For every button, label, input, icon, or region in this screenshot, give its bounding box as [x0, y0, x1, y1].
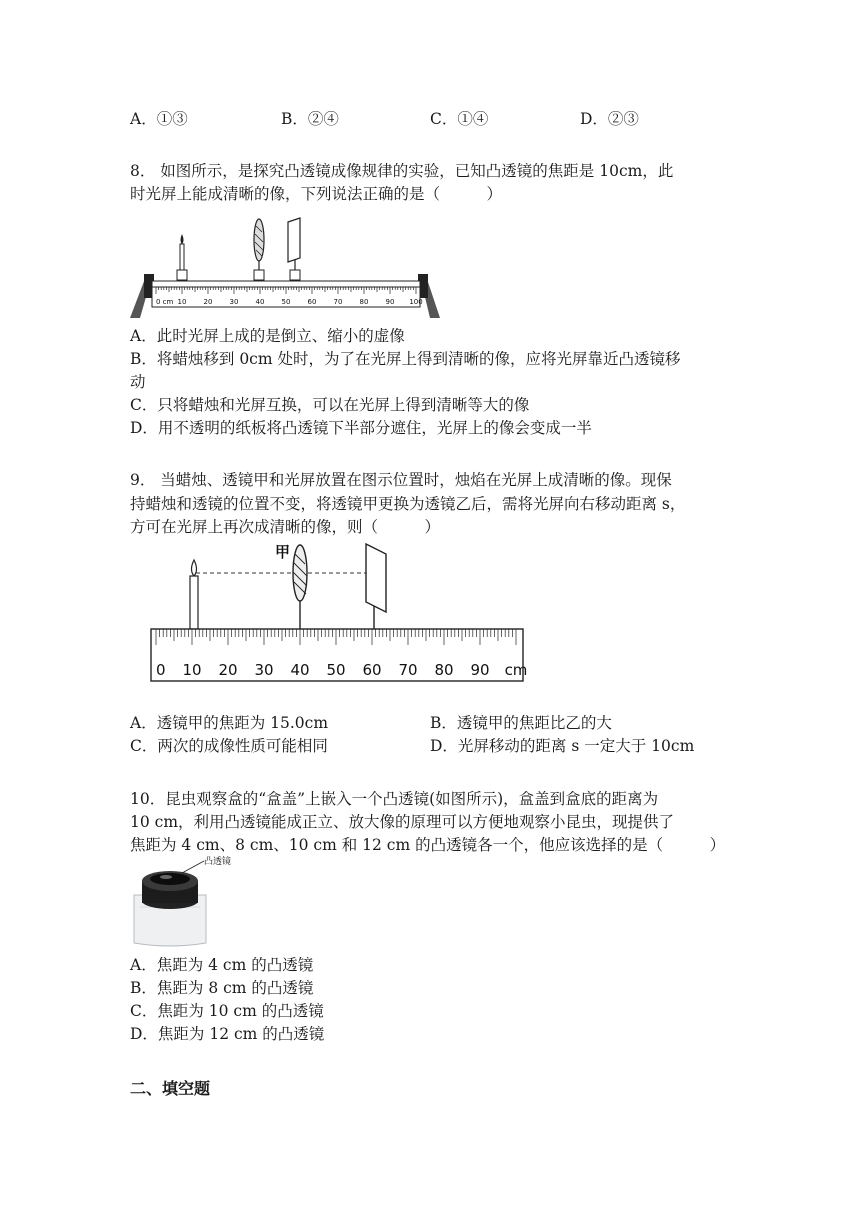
q8-stem-line-2: 时光屏上能成清晰的像，下列说法正确的是（ ） [130, 185, 503, 203]
q8-stem-line-1: 8． 如图所示，是探究凸透镜成像规律的实验，已知凸透镜的焦距是 10cm，此 [130, 162, 674, 180]
q8-option-b-cont: 动 [130, 373, 146, 391]
prev-option-b: B．②④ [281, 110, 339, 128]
q9-ruler-tick-label: 80 [434, 661, 454, 679]
q8-ruler-tick-label: 40 [255, 298, 265, 306]
q8-ruler-tick-label: 10 [177, 298, 187, 306]
q8-ruler-tick-label: 60 [307, 298, 317, 306]
q10-stem-line-2: 10 cm，利用凸透镜能成正立、放大像的原理可以方便地观察小昆虫，现提供了 [130, 813, 675, 831]
q9-ruler-tick-label: 20 [218, 661, 238, 679]
q10-option-d: D．焦距为 12 cm 的凸透镜 [130, 1025, 325, 1043]
q8-optical-bench-figure [128, 214, 446, 322]
q9-option-c: C．两次的成像性质可能相同 [130, 737, 328, 755]
q9-ruler-tick-label: 30 [254, 661, 274, 679]
q9-ruler-tick-label: 0 [156, 661, 166, 679]
q8-ruler-tick-label: 20 [203, 298, 213, 306]
q9-convex-lens [293, 545, 307, 629]
prev-option-d: D．②③ [580, 110, 639, 128]
q9-option-a: A．透镜甲的焦距为 15.0cm [130, 714, 329, 732]
q8-ruler-tick-label: 90 [385, 298, 395, 306]
q8-option-a: A．此时光屏上成的是倒立、缩小的虚像 [130, 327, 405, 345]
q8-ruler-tick-label: 0 cm [156, 298, 174, 306]
q9-stem-line-1: 9． 当蜡烛、透镜甲和光屏放置在图示位置时，烛焰在光屏上成清晰的像。现保 [130, 471, 672, 489]
q8-ruler-tick-label: 80 [359, 298, 369, 306]
q8-rail [152, 281, 420, 287]
q10-stem-line-1: 10．昆虫观察盒的“盒盖”上嵌入一个凸透镜(如图所示)，盒盖到盒底的距离为 [130, 790, 659, 808]
q8-ruler-tick-label: 100 [409, 298, 423, 306]
prev-option-c: C．①④ [430, 110, 489, 128]
q10-lens-label: 凸透镜 [204, 857, 232, 867]
q10-insect-box-figure [130, 855, 250, 951]
q8-light-screen [288, 218, 300, 280]
q9-ruler-tick-label: 60 [362, 661, 382, 679]
q8-option-d: D．用不透明的纸板将凸透镜下半部分遮住，光屏上的像会变成一半 [130, 419, 592, 437]
q9-ruler-tick-label: 40 [290, 661, 310, 679]
q8-convex-lens [254, 219, 264, 280]
q9-ruler-tick-label: 50 [326, 661, 346, 679]
q9-light-screen [366, 544, 386, 629]
q9-option-b: B．透镜甲的焦距比乙的大 [430, 714, 612, 732]
q8-ruler-tick-label: 50 [281, 298, 291, 306]
q9-option-d: D．光屏移动的距离 s 一定大于 10cm [430, 737, 695, 755]
prev-option-a: A．①③ [130, 110, 188, 128]
q9-stem-line-2: 持蜡烛和透镜的位置不变，将透镜甲更换为透镜乙后，需将光屏向右移动距离 s， [130, 495, 686, 513]
q8-ruler-tick-label: 30 [229, 298, 239, 306]
q9-stem-line-3: 方可在光屏上再次成清晰的像，则（ ） [130, 518, 441, 536]
q9-ruler-tick-label: 70 [398, 661, 418, 679]
q9-optical-bench-figure [148, 540, 528, 685]
q8-option-c: C．只将蜡烛和光屏互换，可以在光屏上得到清晰等大的像 [130, 396, 530, 414]
q9-ruler-tick-label: cm [504, 661, 528, 679]
q8-candle [177, 234, 187, 280]
q10-option-a: A．焦距为 4 cm 的凸透镜 [130, 956, 314, 974]
q9-lens-label: 甲 [275, 543, 291, 561]
q8-ruler-tick-label: 70 [333, 298, 343, 306]
section-heading: 二、填空题 [130, 1079, 211, 1098]
q9-ruler-tick-label: 10 [182, 661, 202, 679]
q9-ruler-tick-label: 90 [470, 661, 490, 679]
q9-candle [190, 560, 198, 629]
q10-option-c: C．焦距为 10 cm 的凸透镜 [130, 1002, 324, 1020]
q10-stem-line-3: 焦距为 4 cm、8 cm、10 cm 和 12 cm 的凸透镜各一个，他应该选择的是（ ） [130, 836, 726, 854]
q8-option-b: B．将蜡烛移到 0cm 处时，为了在光屏上得到清晰的像，应将光屏靠近凸透镜移 [130, 350, 681, 368]
q10-option-b: B．焦距为 8 cm 的凸透镜 [130, 979, 314, 997]
